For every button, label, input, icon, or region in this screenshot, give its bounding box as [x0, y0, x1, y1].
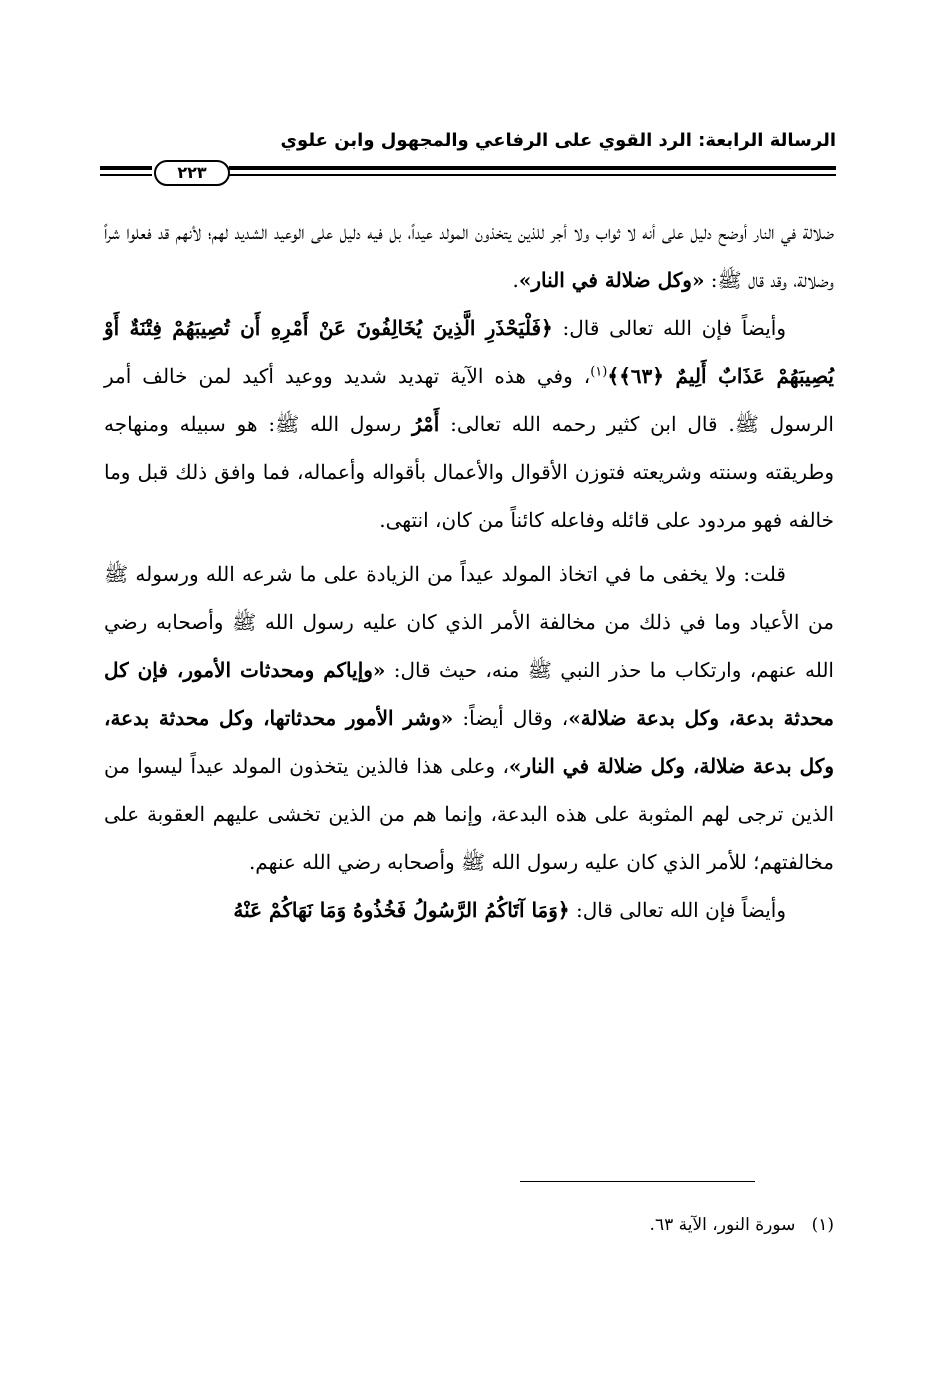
header-rule-right — [229, 166, 836, 176]
paragraph-1-text: ضلالة في النار أوضح دليل على أنه لا ثواب ولا أجر للذين يتخذون المولد عيداً، بل فيه دليل على الوعيد الشديد لهم؛ لأنهم قد فعلوا شراً وضلالة، وقد قال ﷺ: — [104, 220, 834, 292]
footnote-marker: (١) — [811, 1215, 834, 1235]
paragraph-2-text-1: ، وفي هذه الآية تهديد شديد ووعيد أكيد لمن خالف أمر الرسول ﷺ. قال ابن كثير رحمه الله تعالى: — [104, 364, 834, 436]
paragraph-3-text-1: قلت: ولا يخفى ما في اتخاذ المولد عيداً من الزيادة على ما شرعه الله ورسوله ﷺ من الأعياد وما في ذلك من مخالفة الأمر الذي كان عليه رسول الله ﷺ وأصحابه رضي الله عنهم، وارتكاب ما حذر النبي ﷺ منه، حيث قال: — [104, 562, 834, 682]
footnote-text: سورة النور، الآية ٦٣. — [649, 1215, 796, 1235]
bold-word: أَمْرُ — [411, 412, 440, 436]
paragraph-3 — [104, 550, 834, 886]
footnote-reference[interactable]: (١) — [590, 364, 608, 380]
paragraph-1-end: . — [512, 268, 519, 292]
footnote-separator — [520, 1181, 755, 1182]
paragraph-2-start: وأيضاً فإن الله تعالى قال: — [552, 316, 786, 340]
body-text — [104, 208, 834, 934]
quran-verse-2: ﴿وَمَا آتَاكُمُ الرَّسُولُ فَخُذُوهُ وَمَا نَهَاكُمْ عَنْهُ — [233, 898, 570, 922]
quran-verse: ﴿فَلْيَحْذَرِ الَّذِينَ يُخَالِفُونَ عَنْ أَمْرِهِ أَن تُصِيبَهُمْ فِتْنَةٌ أَوْ يُصِيبَهُمْ عَذَابٌ أَلِيمٌ ﴿٦٣﴾﴾ — [104, 316, 834, 388]
paragraph-2 — [104, 304, 834, 544]
paragraph-2-text-2: رسول الله ﷺ: هو سبيله ومنهاجه وطريقته وسنته وشريعته فتوزن الأقوال والأعمال بأقواله وأعماله، فما وافق ذلك قبل وما خالفه فهو مردود على قائله وفاعله كائناً من كان، انتهى. — [104, 412, 834, 532]
paragraph-1 — [104, 208, 834, 304]
paragraph-3-text-3: ، وعلى هذا فالذين يتخذون المولد عيداً ليسوا من الذين ترجى لهم المثوبة على هذه البدعة، وإنما هم من الذين تخشى عليهم العقوبة على مخالفتهم؛ للأمر الذي كان عليه رسول الله ﷺ وأصحابه رضي الله عنهم. — [104, 754, 834, 874]
running-header: الرسالة الرابعة: الرد القوي على الرفاعي والمجهول وابن علوي — [280, 130, 836, 151]
paragraph-4-start: وأيضاً فإن الله تعالى قال: — [569, 898, 786, 922]
footnote — [650, 1215, 834, 1235]
hadith-quote-2: «وشر الأمور محدثاتها، وكل محدثة بدعة، وكل بدعة ضلالة، وكل ضلالة في النار» — [104, 706, 834, 778]
header-rule-left — [100, 166, 152, 176]
paragraph-4 — [104, 886, 834, 934]
hadith-quote: «وكل ضلالة في النار» — [518, 268, 705, 292]
page-number: ٢٢٣ — [154, 160, 230, 186]
hadith-quote-1: «وإياكم ومحدثات الأمور، فإن كل محدثة بدعة، وكل بدعة ضلالة» — [104, 658, 835, 730]
header-rule — [100, 160, 836, 186]
paragraph-3-text-2: ، وقال أيضاً: — [453, 706, 569, 730]
